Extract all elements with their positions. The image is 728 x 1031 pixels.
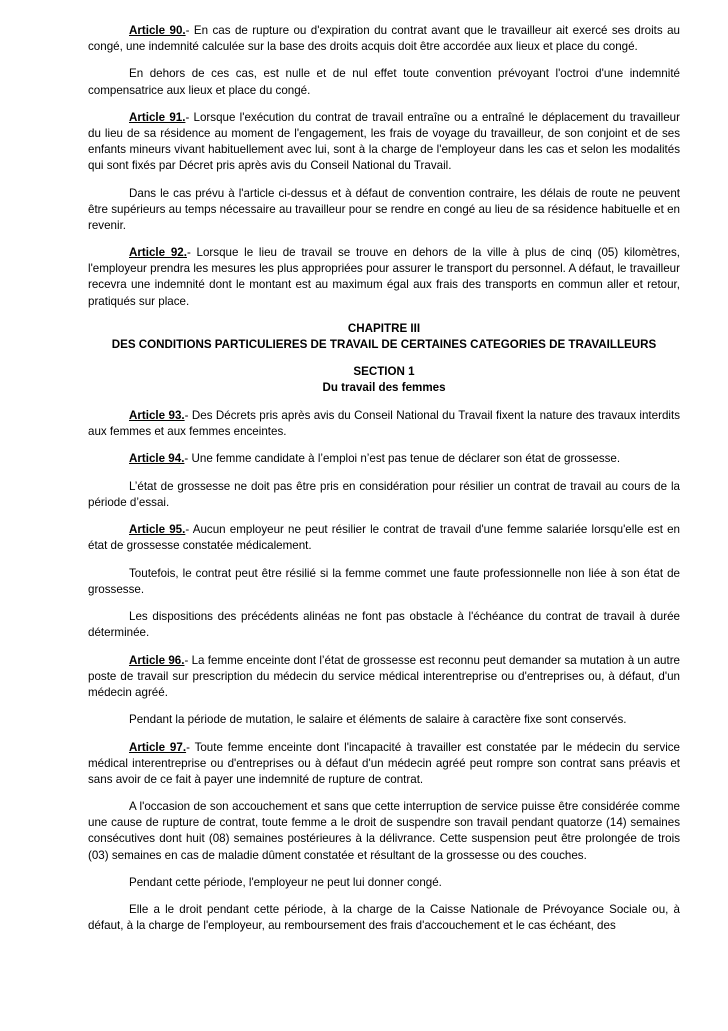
paragraph-text: Pendant cette période, l'employeur ne peut lui donner congé. xyxy=(129,875,442,889)
paragraph-text: Pendant la période de mutation, le salaire et éléments de salaire à caractère fixe sont conservés. xyxy=(129,713,627,727)
section-subtitle: Du travail des femmes xyxy=(322,381,446,395)
article-number: Article 95. xyxy=(129,523,186,537)
paragraph-text: - En cas de rupture ou d'expiration du contrat avant que le travailleur ait exercé ses droits au congé, une indemnité calculée sur la base des droits acquis doit être accordée aux lieux et place du congé. xyxy=(88,24,680,54)
paragraph-text: - Lorsque le lieu de travail se trouve en dehors de la ville à plus de cinq (05) kilomètres, l'employeur prendra les mesures les plus appropriées pour assurer le transport du personnel. A défaut, le travailleur recevra une indemnité dont le montant est au maximum égal aux frais des transports en commun aller et retour, pratiqués sur place. xyxy=(88,246,680,308)
paragraph xyxy=(88,875,680,891)
section-heading xyxy=(88,364,680,396)
paragraph-text: Dans le cas prévu à l'article ci-dessus et à défaut de convention contraire, les délais de route ne peuvent être supérieurs au temps nécessaire au travailleur pour se rendre en congé au lieu de sa résidence habituelle et en revenir. xyxy=(88,186,680,232)
article-number: Article 97. xyxy=(129,740,187,754)
paragraph xyxy=(88,712,680,728)
chapter-title: CHAPITRE III xyxy=(347,321,421,335)
paragraph-text: - Lorsque l'exécution du contrat de travail entraîne ou a entraîné le déplacement du travailleur du lieu de sa résidence au moment de l'engagement, les frais de voyage du travailleur, de son conjoint et de ses enfants mineurs vivant habituellement avec lui, sont à la charge de l'employeur dans les cas et selon les modalités qui sont fixés par Décret pris après avis du Conseil National du Travail. xyxy=(88,110,680,173)
paragraph-text: - Toute femme enceinte dont l'incapacité à travailler est constatée par le médecin du service médical interentreprise ou d'entreprises ou à défaut d'un médecin agréé peut rompre son contrat sans préavis et sans avoir de ce fait à payer une indemnité de rupture de contrat. xyxy=(88,740,681,786)
paragraph xyxy=(88,902,680,934)
paragraph xyxy=(88,799,680,863)
paragraph xyxy=(88,566,680,598)
article-number: Article 90. xyxy=(129,24,186,37)
section-title: SECTION 1 xyxy=(353,365,415,379)
paragraph-text: - La femme enceinte dont l’état de grossesse est reconnu peut demander sa mutation à un autre poste de travail sur prescription du médecin du service médical interentreprise ou d'entreprises ou, à défaut, d'un médecin agréé. xyxy=(88,653,681,699)
chapter-heading xyxy=(86,321,682,353)
article-96 xyxy=(88,653,680,701)
paragraph-text: En dehors de ces cas, est nulle et de nul effet toute convention prévoyant l'octroi d'une indemnité compensatrice aux lieux et place du congé. xyxy=(88,67,680,97)
article-94 xyxy=(88,451,680,467)
paragraph-text: Les dispositions des précédents alinéas ne font pas obstacle à l'échéance du contrat de travail à durée déterminée. xyxy=(88,610,680,640)
article-number: Article 93. xyxy=(129,408,185,422)
article-90 xyxy=(88,23,680,55)
article-number: Article 96. xyxy=(129,653,185,667)
paragraph-text: - Aucun employeur ne peut résilier le contrat de travail d'une femme salariée lorsqu'elle est en état de grossesse constatée médicalement. xyxy=(88,523,681,553)
paragraph-text: Toutefois, le contrat peut être résilié si la femme commet une faute professionnelle non liée à son état de grossesse. xyxy=(88,566,680,596)
chapter-subtitle: DES CONDITIONS PARTICULIERES DE TRAVAIL DE CERTAINES CATEGORIES DE TRAVAILLEURS xyxy=(111,337,657,351)
paragraph xyxy=(88,66,680,98)
paragraph-text: - Des Décrets pris après avis du Conseil National du Travail fixent la nature des travaux interdits aux femmes et aux femmes enceintes. xyxy=(88,408,680,438)
article-number: Article 94. xyxy=(129,452,185,466)
article-95 xyxy=(88,522,680,554)
article-number: Article 91. xyxy=(129,110,186,124)
paragraph xyxy=(88,609,680,641)
paragraph xyxy=(88,479,680,511)
paragraph-text: L’état de grossesse ne doit pas être pris en considération pour résilier un contrat de travail au cours de la période d’essai. xyxy=(88,479,680,509)
article-97 xyxy=(88,740,680,788)
paragraph-text: - Une femme candidate à l’emploi n’est pas tenue de déclarer son état de grossesse. xyxy=(184,452,621,466)
article-93 xyxy=(88,408,680,440)
paragraph xyxy=(88,186,680,234)
article-number: Article 92. xyxy=(129,246,187,260)
paragraph-text: A l'occasion de son accouchement et sans que cette interruption de service puisse être considérée comme une cause de rupture de contrat, toute femme a le droit de suspendre son travail pendant quatorze (14) semaines consécutives dont huit (08) semaines postérieures à la délivrance. Cette suspension peut être prolongée de trois (03) semaines en cas de maladie dûment constatée et résultant de la grossesse ou des couches. xyxy=(88,800,680,862)
article-92 xyxy=(88,245,680,309)
paragraph-text: Elle a le droit pendant cette période, à la charge de la Caisse Nationale de Prévoyance Sociale ou, à défaut, à la charge de l'employeur, au remboursement des frais d'accouchement et le cas échéant, des xyxy=(88,903,680,933)
article-91 xyxy=(88,110,680,174)
